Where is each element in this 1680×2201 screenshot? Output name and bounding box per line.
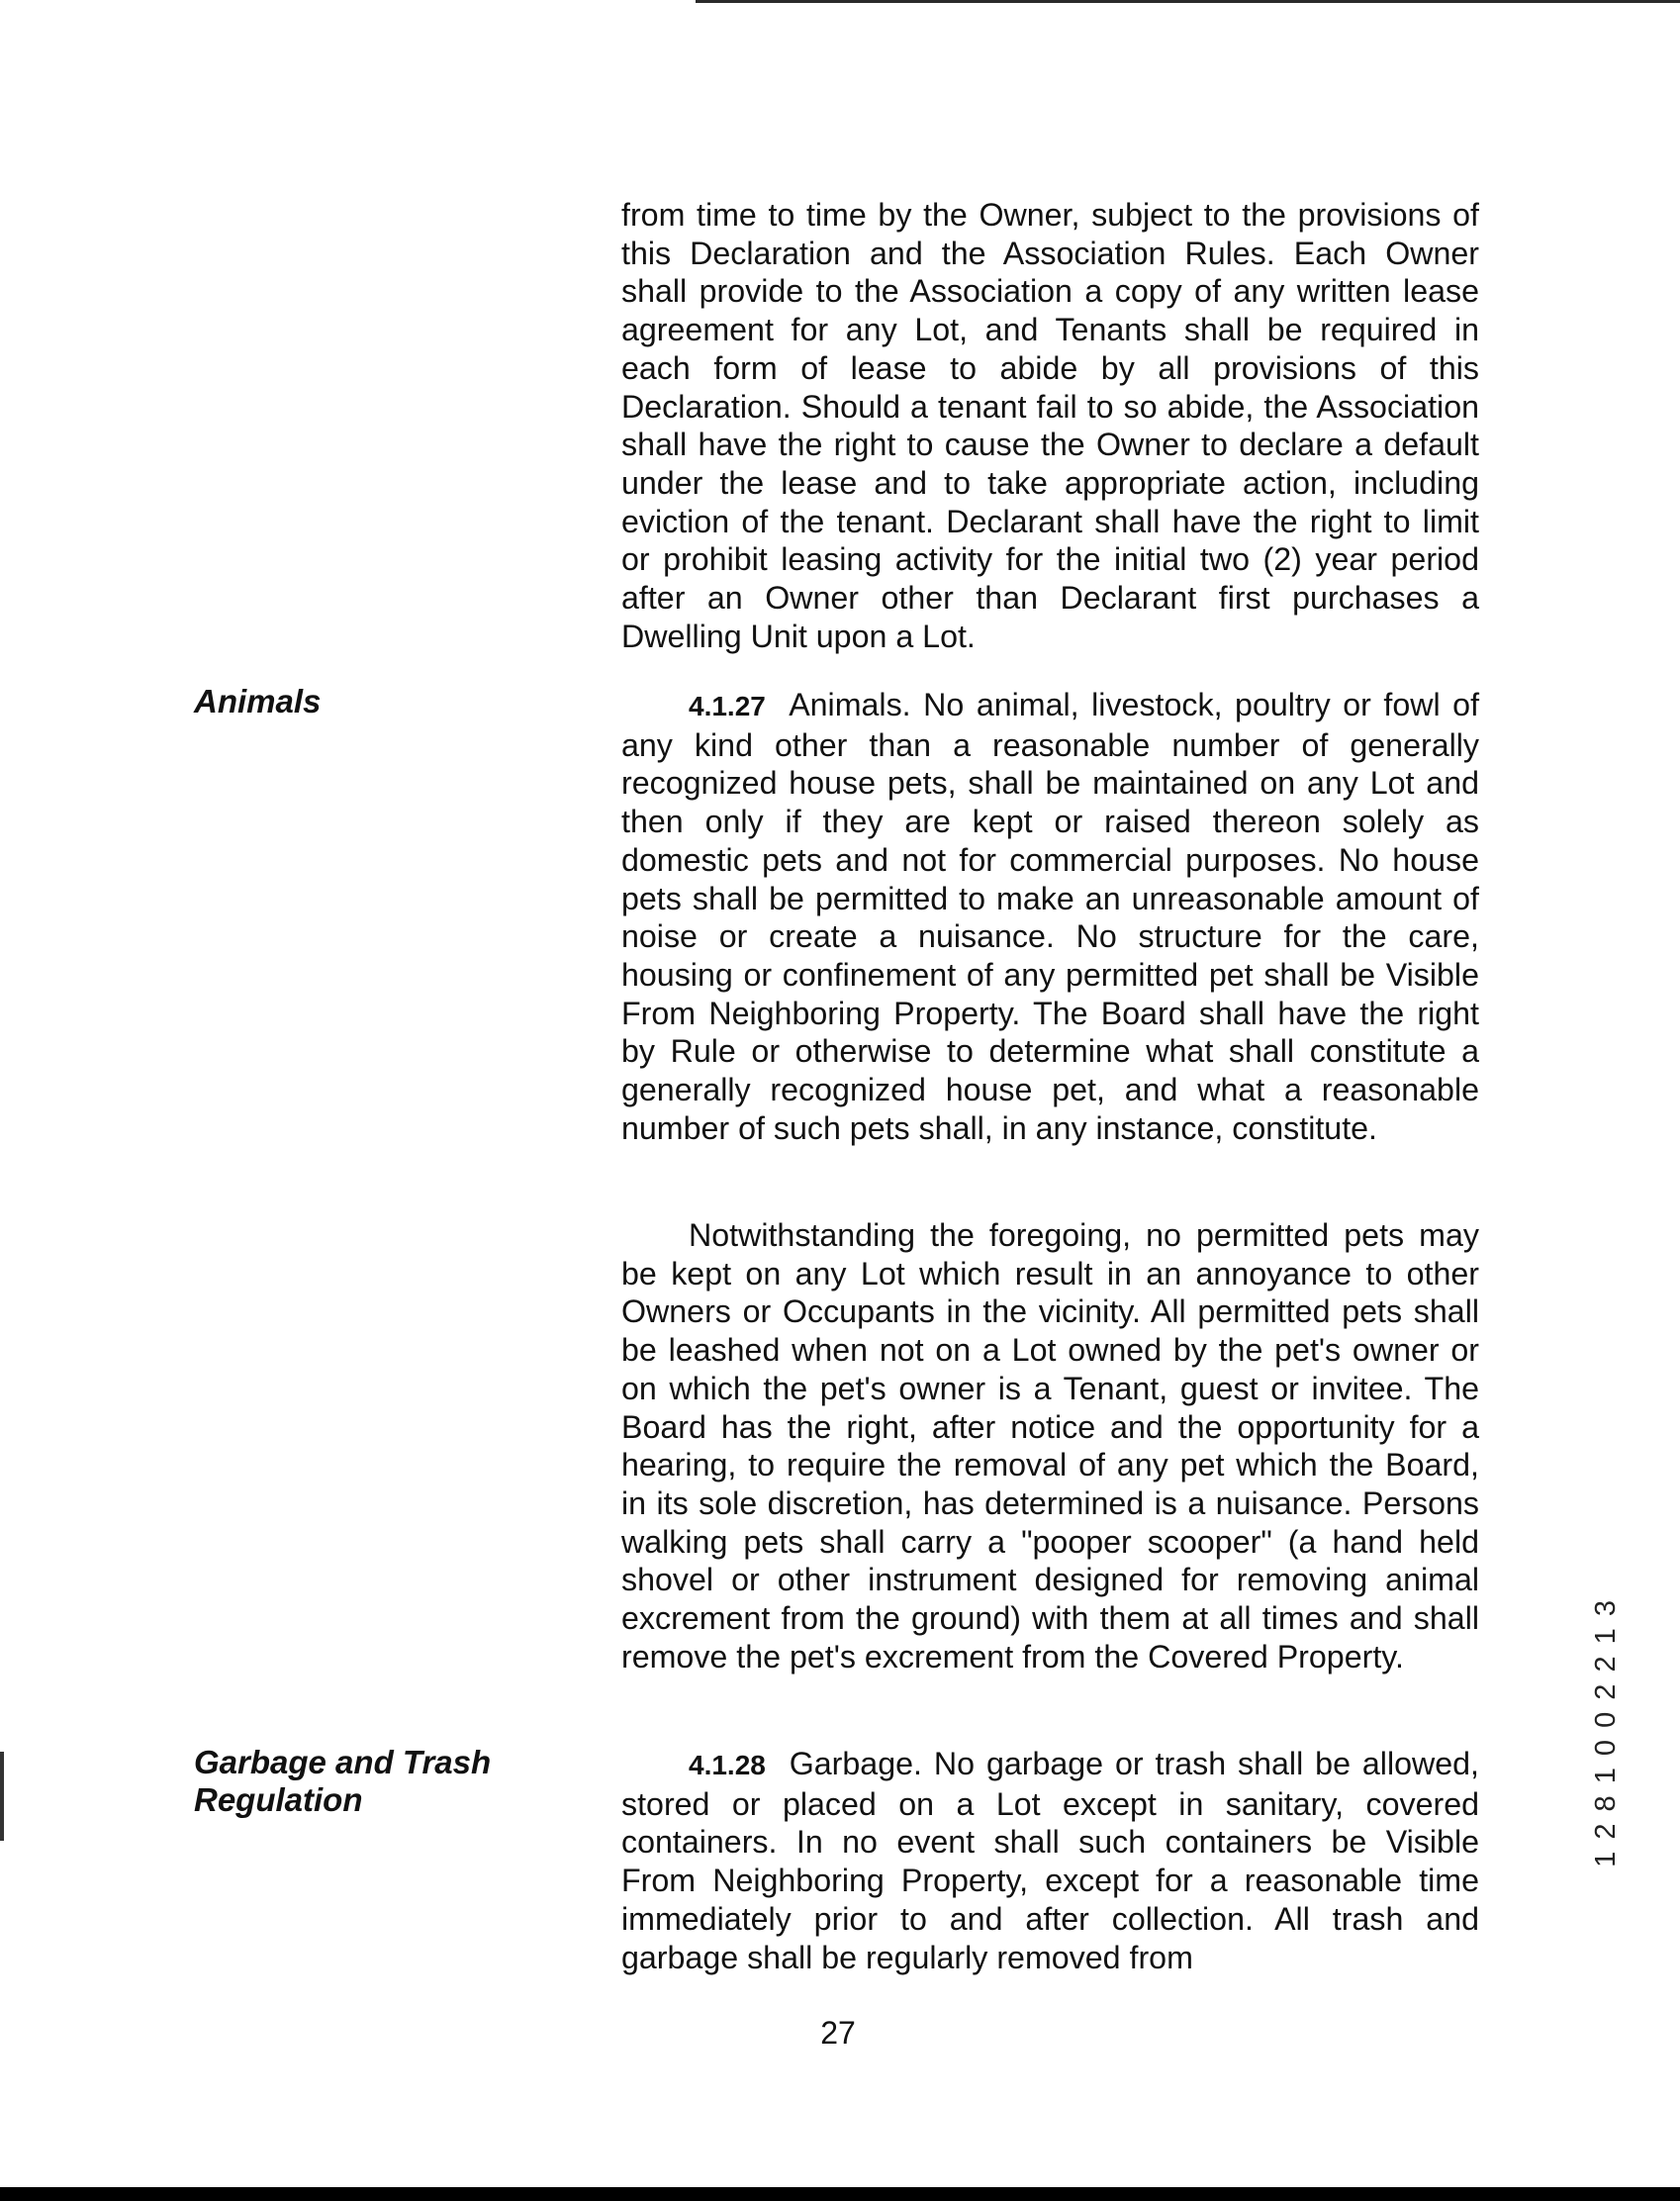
pets-paragraph: Notwithstanding the foregoing, no permitted pets may be kept on any Lot which result in an annoyance to other Owners or Occupants in the vicinity. All permitted pets shall be leashed when not on a Lot owned by the pet's owner or on which the pet's owner is a Tenant, guest or invitee. The Board has the right, after notice and the opportunity for a hearing, to require the removal of any pet which the Board, in its sole discretion, has determined is a nuisance. Persons walking pets shall carry a "pooper scooper" (a hand held shovel or other instrument designed for removing animal excrement from the ground) with them at all times and shall remove the pet's excrement from the Covered Property. bbox=[621, 1217, 1479, 1675]
section-number-4-1-28: 4.1.28 bbox=[689, 1750, 766, 1780]
bottom-scan-border bbox=[0, 2187, 1680, 2201]
top-scan-border bbox=[696, 0, 1680, 3]
animals-paragraph bbox=[621, 686, 1479, 1147]
continued-paragraph: from time to time by the Owner, subject to the provisions of this Declaration and the Association Rules. Each Owner shall provide to the Association a copy of any written lease agreement for any Lot, and Tenants shall be required in each form of lease to abide by all provisions of this Declaration. Should a tenant fail to so abide, the Association shall have the right to cause the Owner to declare a default under the lease and to take appropriate action, including eviction of the tenant. Declarant shall have the right to limit or prohibit leasing activity for the initial two (2) year period after an Owner other than Declarant first purchases a Dwelling Unit upon a Lot. bbox=[621, 197, 1479, 654]
garbage-text: Garbage. No garbage or trash shall be allowed, stored or placed on a Lot except in sanitary, covered containers. In no event shall such containers be Visible From Neighboring Property, except for a reasonable time immediately prior to and after collection. All trash and garbage shall be regularly removed from bbox=[621, 1746, 1479, 1975]
garbage-heading-line1: Garbage and Trash bbox=[194, 1744, 492, 1780]
page-number-text: 27 bbox=[820, 2015, 856, 2051]
left-scan-mark bbox=[0, 1752, 4, 1841]
animals-text: Animals. No animal, livestock, poultry or fowl of any kind other than a reasonable number of generally recognized house pets, shall be maintained on any Lot and then only if they are kept or raised thereon solely as domestic pets and not for commercial purposes. No house pets shall be permitted to make an unreasonable amount of noise or create a nuisance. No structure for the care, housing or confinement of any permitted pet shall be Visible From Neighboring Property. The Board shall have the right by Rule or otherwise to determine what shall constitute a generally recognized house pet, and what a reasonable number of such pets shall, in any instance, constitute. bbox=[621, 687, 1480, 1146]
animals-heading: Animals bbox=[194, 683, 322, 719]
recording-stamp: 1 2 8 1 0 0 2 2 1 3 bbox=[1590, 1598, 1622, 1867]
garbage-heading bbox=[194, 1744, 530, 1819]
garbage-heading-line2: Regulation bbox=[194, 1781, 363, 1818]
page-number bbox=[0, 2015, 1680, 2052]
section-number-4-1-27: 4.1.27 bbox=[689, 691, 766, 721]
garbage-paragraph bbox=[621, 1745, 1479, 1976]
